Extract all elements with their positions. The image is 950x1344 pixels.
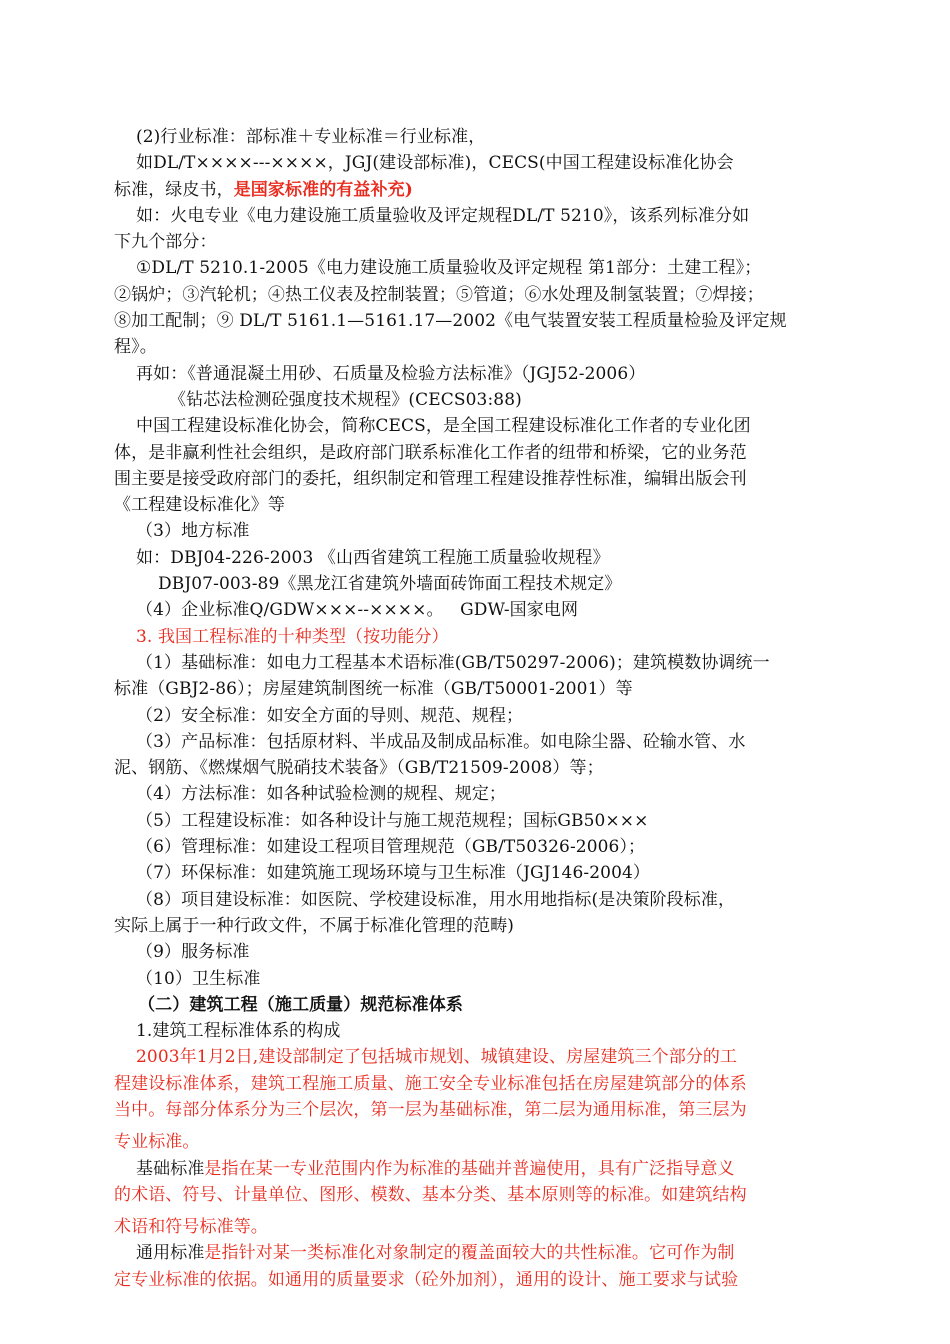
text-line bbox=[114, 1156, 836, 1182]
text-segment: (2)行业标准：部标准＋专业标准＝行业标准， bbox=[114, 127, 486, 147]
text-segment: 1.建筑工程标准体系的构成 bbox=[114, 1021, 341, 1042]
text-segment: 下九个部分： bbox=[114, 232, 217, 253]
red-text-segment: 是指针对某一类标准化对象制定的覆盖面较大的共性标准。它可作为制 bbox=[204, 1243, 735, 1264]
text-segment: （4）方法标准：如各种试验检测的规程、规定； bbox=[114, 784, 507, 805]
text-segment: 《工程建设标准化》等 bbox=[114, 495, 285, 516]
text-line bbox=[114, 913, 836, 939]
red-text-segment: 专业标准。 bbox=[114, 1132, 200, 1153]
text-line bbox=[114, 124, 836, 150]
text-line bbox=[114, 255, 836, 281]
text-segment: 如：DBJ04-226-2003 《山西省建筑工程施工质量验收规程》 bbox=[114, 547, 610, 568]
text-segment: 中国工程建设标准化协会，简称CECS，是全国工程建设标准化工作者的专业化团 bbox=[114, 416, 751, 437]
text-line bbox=[114, 1097, 836, 1123]
red-text-segment: 程建设标准体系，建筑工程施工质量、施工安全专业标准包括在房屋建筑部分的体系 bbox=[114, 1073, 747, 1094]
text-segment: 通用标准 bbox=[114, 1243, 205, 1264]
document-body bbox=[114, 124, 836, 1293]
red-text-segment: 定专业标准的依据。如通用的质量要求（砼外加剂），通用的设计、施工要求与试验 bbox=[114, 1269, 739, 1290]
text-segment: （4）企业标准Q/GDW×××--××××。 GDW-国家电网 bbox=[114, 600, 579, 621]
text-line bbox=[114, 440, 836, 466]
red-text-segment: 3. 我国工程标准的十种类型（按功能分） bbox=[114, 626, 449, 647]
text-segment: （6）管理标准：如建设工程项目管理规范（GB/T50326-2006）； bbox=[114, 837, 646, 858]
text-segment: 围主要是接受政府部门的委托，组织制定和管理工程建设推荐性标准，编辑出版会刊 bbox=[114, 468, 747, 489]
text-segment: 基础标准 bbox=[114, 1158, 205, 1179]
text-line bbox=[114, 834, 836, 860]
red-bold-text-segment: 是国家标准的有益补充) bbox=[233, 179, 413, 200]
red-text-segment: 术语和符号标准等。 bbox=[114, 1217, 268, 1238]
text-line bbox=[114, 518, 836, 544]
text-line bbox=[114, 887, 836, 913]
text-line bbox=[114, 1214, 836, 1240]
text-line bbox=[114, 334, 836, 360]
text-line bbox=[114, 150, 836, 176]
text-line bbox=[114, 1044, 836, 1070]
text-line bbox=[114, 755, 836, 781]
text-line bbox=[114, 413, 836, 439]
text-segment: ①DL/T 5210.1-2005《电力建设施工质量验收及评定规程 第1部分：土建工程》； bbox=[114, 258, 762, 279]
text-line bbox=[114, 571, 836, 597]
text-segment: （2）安全标准：如安全方面的导则、规范、规程； bbox=[114, 705, 524, 726]
text-segment: 如：火电专业《电力建设施工质量验收及评定规程DL/T 5210》，该系列标准分如 bbox=[114, 205, 750, 226]
text-segment: （5）工程建设标准：如各种设计与施工规范规程；国标GB50××× bbox=[114, 810, 649, 831]
red-text-segment: 当中。每部分体系分为三个层次，第一层为基础标准，第二层为通用标准，第三层为 bbox=[114, 1099, 747, 1120]
text-segment: （10）卫生标准 bbox=[114, 968, 261, 989]
text-line bbox=[114, 387, 836, 413]
text-line bbox=[114, 966, 836, 992]
text-line bbox=[114, 1018, 836, 1044]
text-segment: （1）基础标准：如电力工程基本术语标准(GB/T50297-2006)；建筑模数协调统一 bbox=[114, 652, 770, 673]
red-text-segment: 2003年1月2日,建设部制定了包括城市规划、城镇建设、房屋建筑三个部分的工 bbox=[114, 1047, 738, 1068]
text-line bbox=[114, 624, 836, 650]
text-line bbox=[114, 1240, 836, 1266]
text-line bbox=[114, 808, 836, 834]
text-line bbox=[114, 492, 836, 518]
text-line bbox=[114, 729, 836, 755]
text-segment: ⑧加工配制；⑨ DL/T 5161.1—5161.17—2002《电气装置安装工程质量检验及评定规 bbox=[114, 311, 787, 332]
text-segment: （7）环保标准：如建筑施工现场环境与卫生标准（JGJ146-2004） bbox=[114, 863, 650, 884]
text-segment: 标准，绿皮书， bbox=[114, 179, 234, 200]
text-line bbox=[114, 676, 836, 702]
bold-text-segment: （二）建筑工程（施工质量）规范标准体系 bbox=[114, 994, 463, 1015]
text-segment: DBJ07-003-89《黑龙江省建筑外墙面砖饰面工程技术规定》 bbox=[114, 574, 622, 595]
text-segment: （3）产品标准：包括原材料、半成品及制成品标准。如电除尘器、砼输水管、水 bbox=[114, 731, 746, 752]
text-line bbox=[114, 650, 836, 676]
text-line bbox=[114, 229, 836, 255]
text-line bbox=[114, 361, 836, 387]
text-line bbox=[114, 1071, 836, 1097]
text-segment: 再如：《普通混凝土用砂、石质量及检验方法标准》（JGJ52-2006） bbox=[114, 363, 646, 384]
text-line bbox=[114, 1129, 836, 1155]
text-segment: 如DL/T××××---××××，JGJ(建设部标准)，CECS(中国工程建设标准化协会 bbox=[114, 153, 734, 174]
text-line bbox=[114, 203, 836, 229]
text-line bbox=[114, 992, 836, 1018]
text-segment: 标准（GBJ2-86）；房屋建筑制图统一标准（GB/T50001-2001）等 bbox=[114, 679, 633, 700]
text-segment: （3）地方标准 bbox=[114, 521, 250, 542]
red-text-segment: 是指在某一专业范围内作为标准的基础并普遍使用，具有广泛指导意义 bbox=[204, 1158, 735, 1179]
text-segment: 程》。 bbox=[114, 337, 157, 358]
text-line bbox=[114, 466, 836, 492]
text-segment: （9）服务标准 bbox=[114, 942, 250, 963]
text-line bbox=[114, 177, 836, 203]
text-line bbox=[114, 545, 836, 571]
text-line bbox=[114, 703, 836, 729]
text-segment: 实际上属于一种行政文件，不属于标准化管理的范畴) bbox=[114, 915, 515, 936]
text-line bbox=[114, 282, 836, 308]
text-line bbox=[114, 1267, 836, 1293]
red-text-segment: 的术语、符号、计量单位、图形、模数、基本分类、基本原则等的标准。如建筑结构 bbox=[114, 1184, 747, 1205]
text-line bbox=[114, 1182, 836, 1208]
text-line bbox=[114, 597, 836, 623]
text-segment: 体，是非赢利性社会组织，是政府部门联系标准化工作者的纽带和桥梁，它的业务范 bbox=[114, 442, 747, 463]
text-segment: ②锅炉；③汽轮机；④热工仪表及控制装置；⑤管道；⑥水处理及制氢装置；⑦焊接； bbox=[114, 284, 764, 305]
text-segment: 泥、钢筋、《燃煤烟气脱硝技术装备》（GB/T21509-2008）等； bbox=[114, 758, 604, 779]
text-segment: 《钻芯法检测砼强度技术规程》(CECS03:88) bbox=[114, 389, 522, 410]
text-line bbox=[114, 308, 836, 334]
text-segment: （8）项目建设标准：如医院、学校建设标准，用水用地指标(是决策阶段标准， bbox=[114, 889, 736, 910]
text-line bbox=[114, 939, 836, 965]
text-line bbox=[114, 860, 836, 886]
text-line bbox=[114, 781, 836, 807]
